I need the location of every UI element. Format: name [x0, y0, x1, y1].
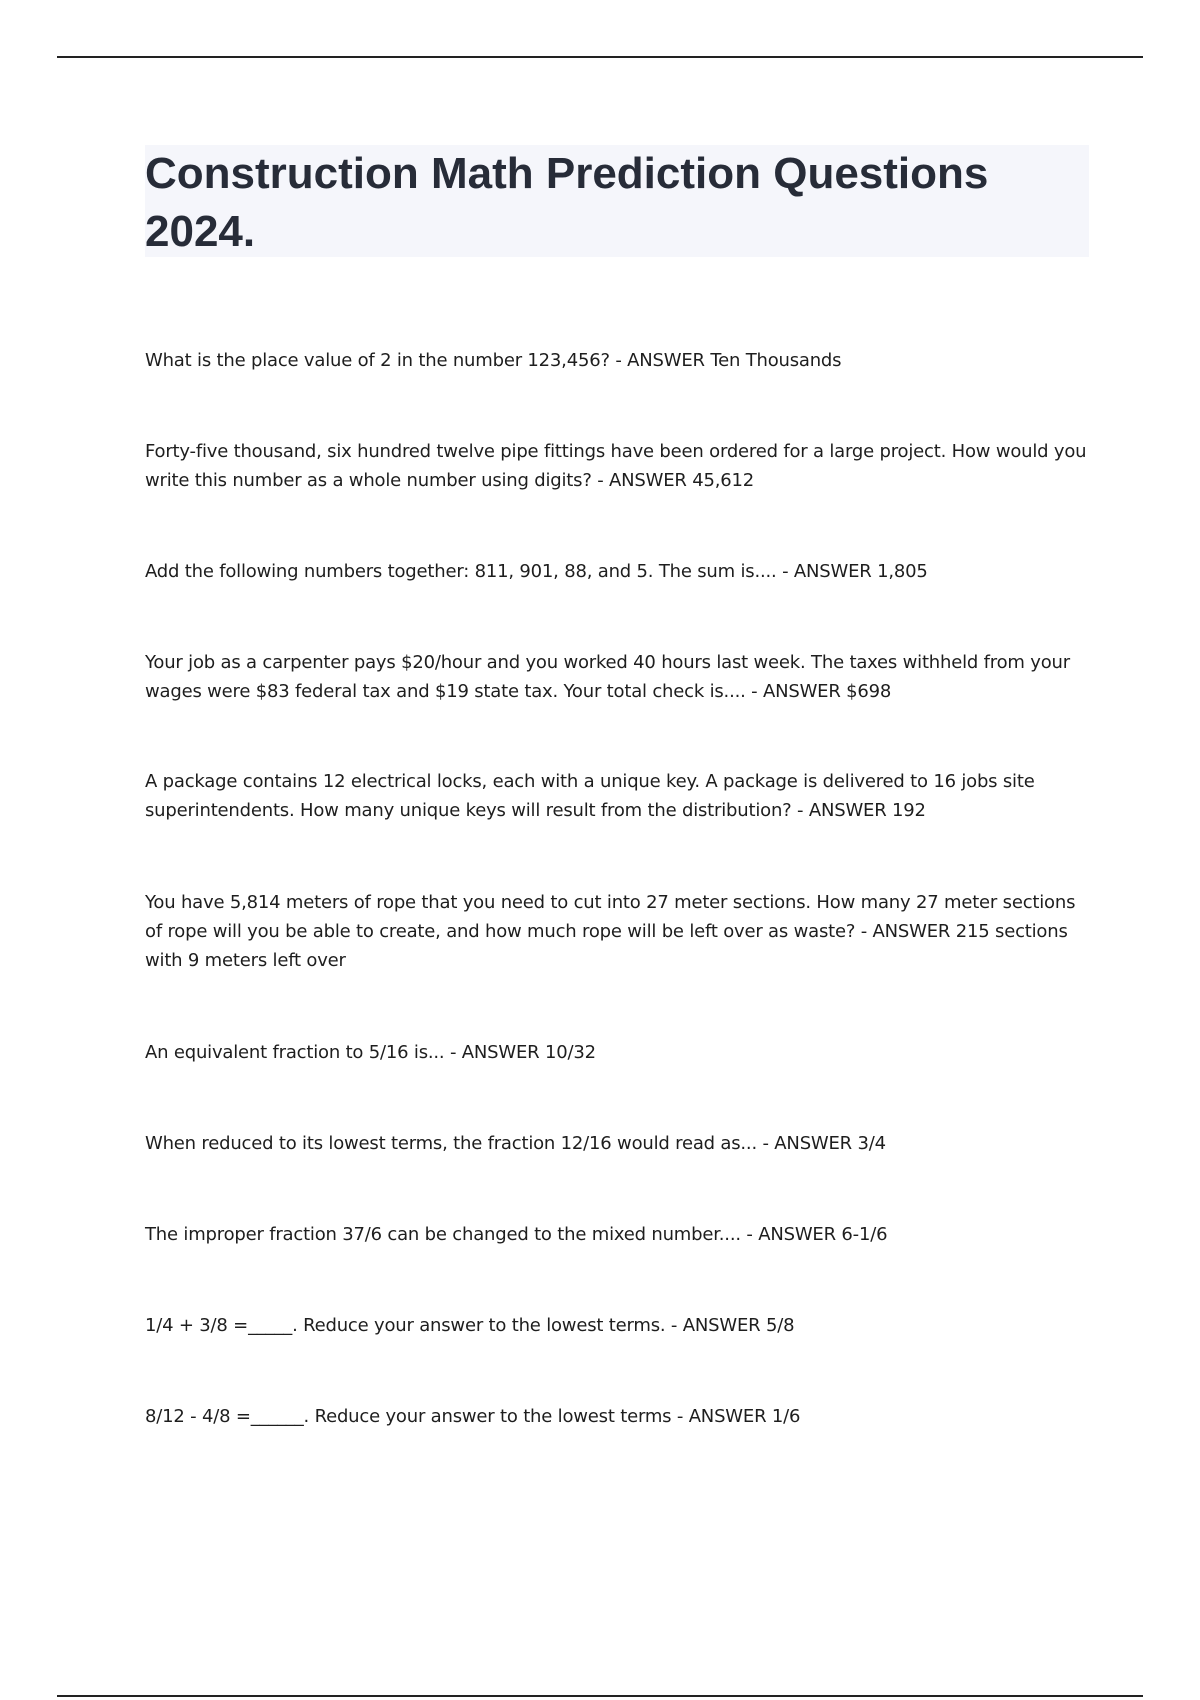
title-block	[145, 145, 1089, 257]
question-item: A package contains 12 electrical locks, each with a unique key. A package is delivered to 16 jobs site superintendents. How many unique keys will result from the distribution? - ANSWER 192	[145, 771, 1035, 821]
document-title: Construction Math Prediction Questions 2024.	[145, 149, 989, 256]
question-item: Add the following numbers together: 811, 901, 88, and 5. The sum is.... - ANSWER 1,805	[145, 561, 928, 582]
question-item: Forty-five thousand, six hundred twelve pipe fittings have been ordered for a large project. How would you write this number as a whole number using digits? - ANSWER 45,612	[145, 441, 1087, 491]
question-item: 8/12 - 4/8 =______. Reduce your answer to the lowest terms - ANSWER 1/6	[145, 1406, 801, 1427]
top-rule	[57, 56, 1143, 58]
bottom-rule	[57, 1695, 1143, 1697]
question-item: What is the place value of 2 in the number 123,456? - ANSWER Ten Thousands	[145, 350, 842, 371]
question-item: Your job as a carpenter pays $20/hour and you worked 40 hours last week. The taxes withheld from your wages were $83 federal tax and $19 state tax. Your total check is.... - ANSWER $698	[145, 652, 1070, 702]
question-item: The improper fraction 37/6 can be changed to the mixed number.... - ANSWER 6-1/6	[145, 1224, 888, 1245]
question-item: When reduced to its lowest terms, the fraction 12/16 would read as... - ANSWER 3/4	[145, 1133, 886, 1154]
question-item: 1/4 + 3/8 =_____. Reduce your answer to the lowest terms. - ANSWER 5/8	[145, 1315, 795, 1336]
question-item: You have 5,814 meters of rope that you need to cut into 27 meter sections. How many 27 meter sections of rope will you be able to create, and how much rope will be left over as waste? - ANSWER 215 sections with 9 meters left over	[145, 892, 1076, 971]
question-item: An equivalent fraction to 5/16 is... - ANSWER 10/32	[145, 1042, 596, 1063]
